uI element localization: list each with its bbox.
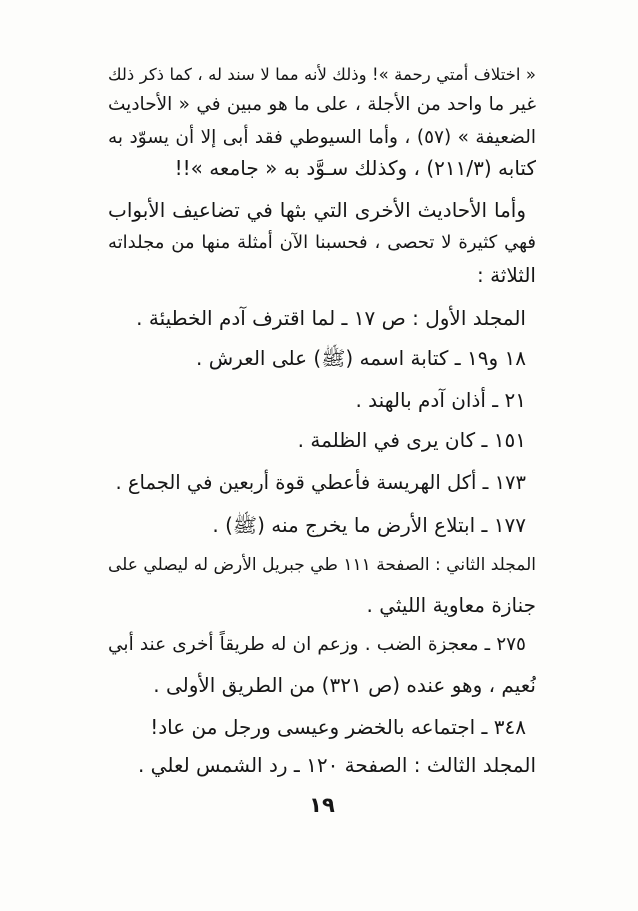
- entry-line: جنازة معاوية الليثي .: [366, 593, 536, 617]
- entry-line: ١٨ و١٩ ـ كتابة اسمه (ﷺ) على العرش .: [196, 346, 526, 370]
- paragraph-line: الثلاثة :: [476, 263, 536, 287]
- entry-line: ١٥١ ـ كان يرى في الظلمة .: [297, 428, 526, 452]
- entry-line: ٣٤٨ ـ اجتماعه بالخضر وعيسى ورجل من عاد!: [150, 715, 526, 739]
- text-block: [108, 0, 536, 911]
- entry-line: ١٧٧ ـ ابتلاع الأرض ما يخرج منه (ﷺ) .: [212, 513, 526, 537]
- entry-line: ٢٧٥ ـ معجزة الضب . وزعم ان له طريقاً أخرى عند أبي: [108, 634, 526, 655]
- paragraph-line: غير ما واحد من الأجلة ، على ما هو مبين في « الأحاديث: [108, 94, 536, 115]
- paragraph-line: كتابه (٢١١/٣) ، وكذلك سـوَّد به « جامعه »!!: [174, 156, 536, 180]
- paragraph-line: « اختلاف أمتي رحمة »! وذلك لأنه مما لا سند له ، كما ذكر ذلك: [108, 65, 536, 84]
- entry-line: نُعيم ، وهو عنده (ص ٣٢١) من الطريق الأولى .: [153, 673, 536, 697]
- paragraph-line: الضعيفة » (٥٧) ، وأما السيوطي فقد أبى إلا أن يسوّد به: [108, 127, 536, 148]
- page-number: ١٩: [309, 793, 335, 817]
- entry-line: المجلد الأول : ص ١٧ ـ لما اقترف آدم الخطيئة .: [136, 306, 526, 330]
- entry-line: ١٧٣ ـ أكل الهريسة فأعطي قوة أربعين في الجماع .: [115, 471, 526, 494]
- entry-line: ٢١ ـ أذان آدم بالهند .: [355, 388, 526, 412]
- paragraph-line: وأما الأحاديث الأخرى التي بثها في تضاعيف الأبواب: [108, 198, 526, 222]
- entry-line: المجلد الثاني : الصفحة ١١١ طي جبريل الأرض له ليصلي على: [108, 555, 536, 575]
- paragraph-line: فهي كثيرة لا تحصى ، فحسبنا الآن أمثلة منها من مجلداته: [108, 232, 536, 253]
- entry-line: المجلد الثالث : الصفحة ١٢٠ ـ رد الشمس لعلي .: [137, 753, 536, 777]
